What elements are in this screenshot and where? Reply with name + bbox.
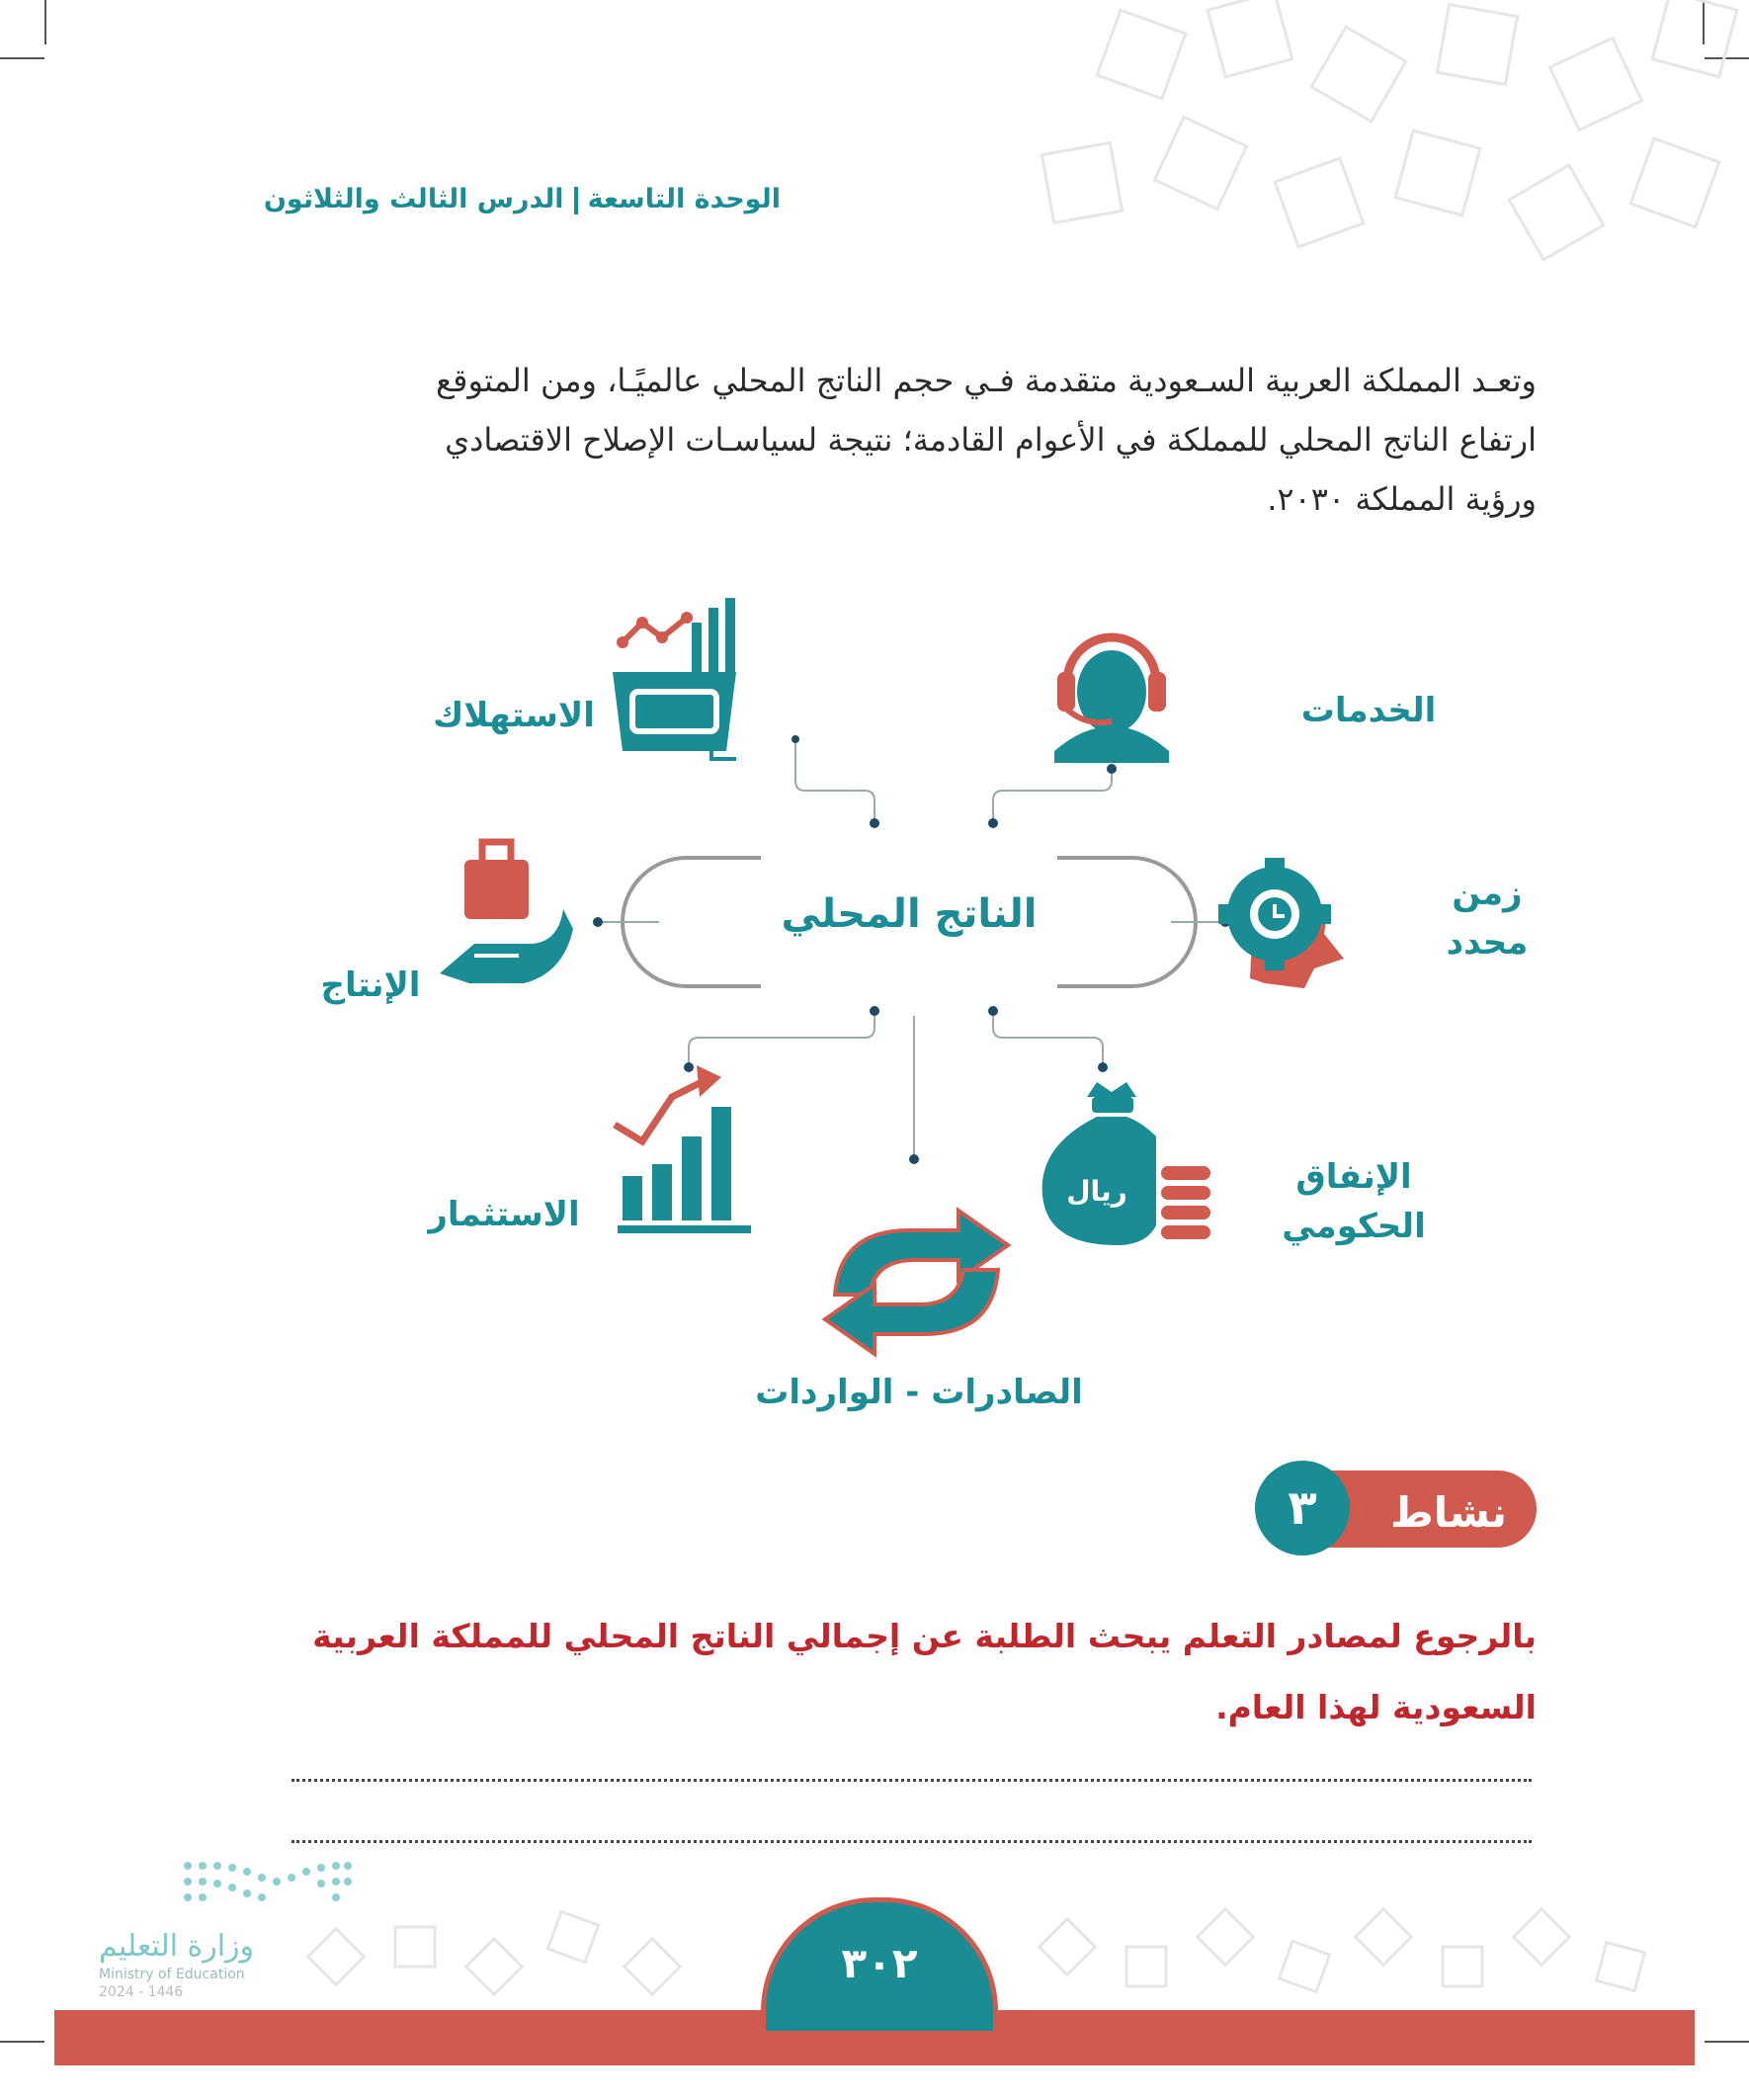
intro-line: وتعـد المملكة العربية السـعودية متقدمة فـي حجم الناتج المحلي عالميًـا، ومن المتوقع (436, 362, 1537, 399)
label-consumption: الاستهلاك (433, 696, 595, 735)
activity-number: ٣ (1255, 1461, 1350, 1555)
label-gov-line1: الإنفاق (1295, 1157, 1412, 1197)
connector-dot (791, 735, 799, 743)
connector-consumption (795, 739, 874, 823)
label-gov-line2: الحكومي (1282, 1207, 1426, 1246)
label-time-line1: زمن (1452, 874, 1523, 913)
activity-badge (1255, 1461, 1537, 1555)
crop-mark (44, 0, 46, 44)
intro-paragraph (292, 351, 1537, 529)
answer-line[interactable] (292, 1840, 1532, 1843)
connector-gov (993, 1011, 1103, 1067)
crop-mark (0, 2041, 44, 2043)
shopping-basket-icon (613, 598, 736, 759)
ministry-logo-icon (178, 1856, 356, 1925)
connector-dot (870, 818, 879, 828)
connector-investment (689, 1011, 874, 1067)
connector-dot (988, 818, 998, 828)
crop-mark (0, 57, 44, 59)
connector-dot (593, 917, 603, 927)
header-separator (574, 187, 578, 214)
money-bag-icon (1042, 1082, 1210, 1245)
headset-person-icon (1054, 637, 1169, 763)
connector-dot (684, 1062, 694, 1072)
label-investment: الاستثمار (428, 1195, 580, 1234)
ministry-name-ar: وزارة التعليم (99, 1929, 255, 1964)
connector-dot (988, 1006, 998, 1016)
connector-dot (870, 1006, 879, 1016)
label-trade: الصادرات - الواردات (755, 1373, 1083, 1412)
activity-label: نشاط (1390, 1488, 1507, 1537)
riyal-label: ريال (1066, 1175, 1127, 1208)
edition-year: 2024 - 1446 (99, 1984, 184, 2000)
lesson-title: الدرس الثالث والثلاثون (263, 184, 564, 214)
crop-mark (1705, 2041, 1749, 2043)
hand-holding-bag-icon (440, 842, 573, 983)
growth-chart-icon (615, 1065, 751, 1233)
activity-task (292, 1601, 1537, 1743)
intro-line: ورؤية المملكة ٢٠٣٠. (1267, 480, 1537, 518)
decorative-pattern-top (988, 0, 1749, 296)
task-line: السعودية لهذا العام. (1215, 1688, 1537, 1726)
label-production: الإنتاج (320, 966, 421, 1005)
gear-clock-icon (1218, 858, 1344, 988)
connector-dot (1107, 764, 1117, 774)
label-time-line2: محدد (1446, 923, 1529, 963)
task-line: بالرجوع لمصادر التعلم يبحث الطلبة عن إجمالي الناتج المحلي للمملكة العربية (312, 1617, 1537, 1655)
intro-line: ارتفاع الناتج المحلي للمملكة في الأعوام القادمة؛ نتيجة لسياسـات الإصلاح الاقتصادي (445, 421, 1537, 459)
unit-title: الوحدة التاسعة (587, 184, 781, 214)
connector-dot (1098, 1062, 1108, 1072)
unit-lesson-header (89, 184, 781, 214)
answer-line[interactable] (292, 1779, 1532, 1782)
exchange-arrows-icon (825, 1211, 1008, 1354)
ministry-name-en: Ministry of Education (99, 1967, 245, 1982)
connector-services (993, 769, 1112, 823)
page-number: ٣٠٢ (841, 1939, 918, 1987)
connector-dot (909, 1154, 919, 1164)
gdp-components-diagram (277, 583, 1561, 1443)
label-services: الخدمات (1300, 691, 1437, 730)
center-label: الناتج المحلي (781, 891, 1038, 937)
